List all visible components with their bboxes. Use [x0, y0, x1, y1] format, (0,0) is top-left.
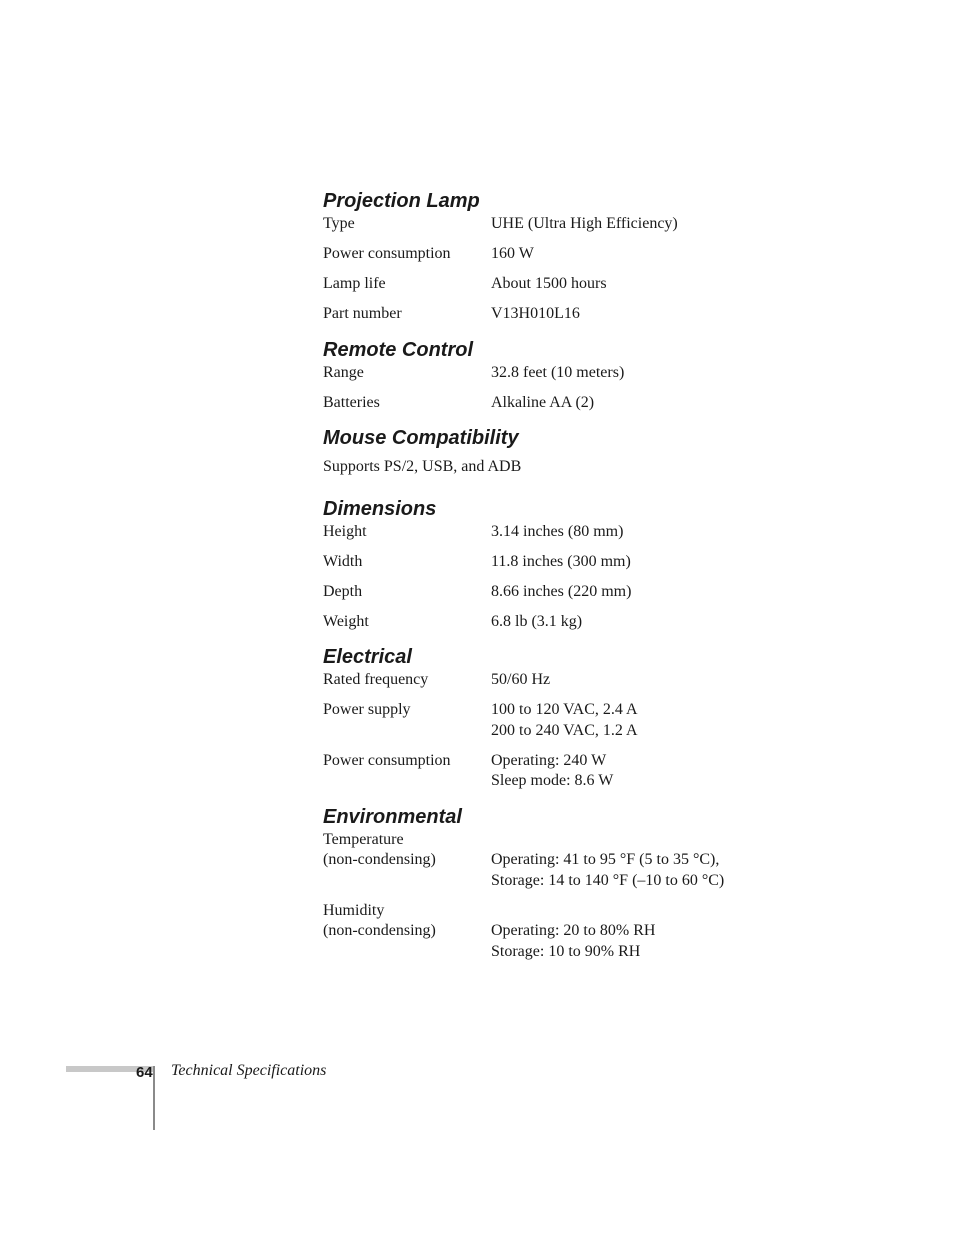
- section-projection-lamp: [323, 188, 923, 325]
- spec-row: [323, 304, 923, 325]
- footer-divider: [153, 1066, 155, 1130]
- spec-row: [323, 901, 923, 963]
- spec-label: Type: [323, 215, 355, 232]
- spec-value: UHE (Ultra High Efficiency): [491, 215, 678, 232]
- spec-label-line: Humidity: [323, 901, 385, 919]
- spec-value: 6.8 lb (3.1 kg): [491, 612, 583, 630]
- spec-value-line: Storage: 10 to 90% RH: [491, 942, 641, 960]
- section-environmental: [323, 804, 923, 963]
- running-footer-title: Technical Specifications: [171, 1062, 327, 1079]
- spec-row: [323, 522, 923, 543]
- spec-label: Width: [323, 552, 363, 570]
- spec-label: Power consumption: [323, 245, 451, 262]
- spec-value: 8.66 inches (220 mm): [491, 582, 632, 600]
- spec-label: Depth: [323, 582, 363, 600]
- spec-value: 11.8 inches (300 mm): [491, 552, 631, 570]
- spec-value: [491, 901, 923, 963]
- spec-row: [323, 700, 923, 741]
- spec-row: [323, 751, 923, 792]
- section-mouse-compatibility: [323, 425, 923, 478]
- spec-value: Alkaline AA (2): [491, 393, 595, 411]
- spec-value: V13H010L16: [491, 305, 580, 322]
- spec-row: [323, 830, 923, 892]
- section-title: Dimensions: [323, 497, 437, 520]
- spec-table: [323, 830, 923, 963]
- spec-label: Rated frequency: [323, 671, 429, 688]
- spec-value: [491, 700, 923, 741]
- section-title: Environmental: [323, 805, 462, 828]
- spec-row: [323, 274, 923, 295]
- spec-label: Power supply: [323, 701, 411, 718]
- spec-value: About 1500 hours: [491, 275, 607, 292]
- spec-value: 32.8 feet (10 meters): [491, 363, 625, 381]
- spec-label-line: (non-condensing): [323, 851, 436, 868]
- spec-value-line: Sleep mode: 8.6 W: [491, 772, 614, 789]
- spec-value: [491, 670, 923, 691]
- section-title: Mouse Compatibility: [323, 427, 519, 449]
- section-title: Projection Lamp: [323, 190, 480, 212]
- spec-label: Lamp life: [323, 275, 386, 292]
- spec-label: [323, 830, 491, 892]
- spec-row: [323, 552, 923, 573]
- spec-label: Height: [323, 522, 367, 540]
- spec-value-line: Operating: 240 W: [491, 751, 607, 769]
- spec-row: [323, 670, 923, 691]
- section-title: Electrical: [323, 646, 412, 668]
- spec-label: Power consumption: [323, 751, 451, 769]
- spec-content: [323, 188, 923, 974]
- spec-row: [323, 363, 923, 384]
- spec-value-line: 100 to 120 VAC, 2.4 A: [491, 701, 638, 718]
- spec-value-line: Operating: 20 to 80% RH: [491, 922, 656, 939]
- spec-value: 3.14 inches (80 mm): [491, 522, 624, 540]
- spec-table: [323, 363, 923, 414]
- spec-row: [323, 244, 923, 265]
- spec-text: Supports PS/2, USB, and ADB: [323, 458, 522, 475]
- spec-label: Batteries: [323, 393, 380, 411]
- spec-table: [323, 214, 923, 325]
- spec-row: [323, 393, 923, 414]
- spec-label-line: Temperature: [323, 830, 404, 848]
- spec-value-line: Operating: 41 to 95 °F (5 to 35 °C),: [491, 851, 720, 868]
- spec-label: Weight: [323, 612, 369, 630]
- spec-value: [491, 751, 923, 792]
- section-title: Remote Control: [323, 338, 473, 361]
- page-number: 64: [136, 1064, 153, 1081]
- section-dimensions: [323, 496, 923, 633]
- spec-table: [323, 522, 923, 633]
- spec-label: [323, 901, 491, 963]
- section-remote-control: [323, 337, 923, 414]
- spec-table: [323, 670, 923, 792]
- spec-label: Part number: [323, 305, 402, 322]
- spec-row: [323, 582, 923, 603]
- spec-value-line: 50/60 Hz: [491, 671, 551, 688]
- spec-value-line: Storage: 14 to 140 °F (–10 to 60 °C): [491, 871, 725, 889]
- spec-label-line: (non-condensing): [323, 922, 436, 939]
- spec-label: Range: [323, 363, 364, 381]
- spec-value: 160 W: [491, 245, 534, 262]
- spec-row: [323, 612, 923, 633]
- spec-value: [491, 830, 923, 892]
- spec-value-line: 200 to 240 VAC, 1.2 A: [491, 721, 638, 739]
- spec-row: [323, 214, 923, 235]
- section-electrical: [323, 644, 923, 792]
